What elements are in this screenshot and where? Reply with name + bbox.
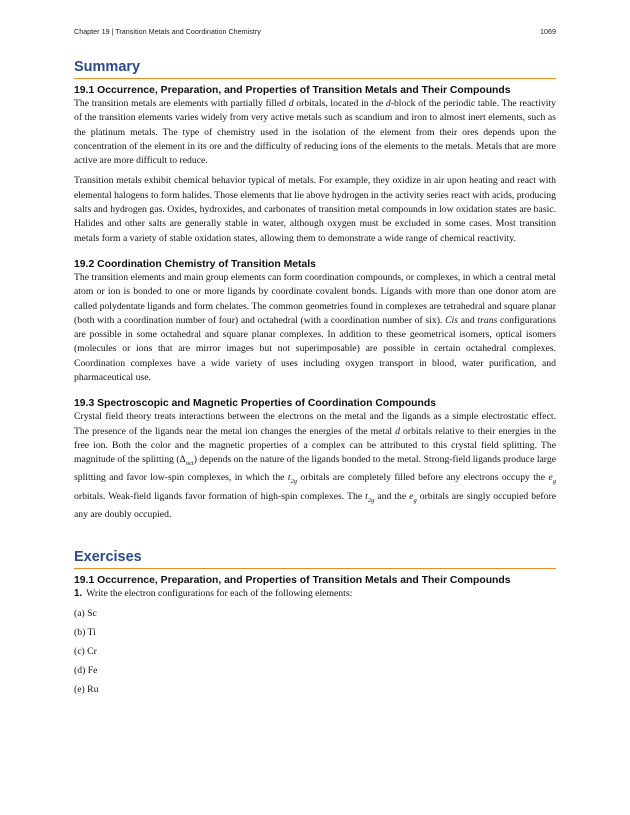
summary-19-1-paragraph-2: Transition metals exhibit chemical behavior typical of metals. For example, they oxidize in air upon heating and react with elemental halogens to form halides. Those elements that lie above hydrogen in the activity series react with acids, producing salts and hydrogen gas. Oxides, hydroxides, and carbonates of transition metal compounds in low oxidation states are basic. Halides and other salts are generally stable in water, although oxygen must be excluded in some cases. Most transition metals form a variety of stable oxidation states, allowing them to demonstrate a wide range of chemical reactivity.: [74, 175, 556, 244]
exercises-subheading-19-1: 19.1 Occurrence, Preparation, and Properties of Transition Metals and Their Compounds: [74, 575, 511, 587]
summary-subheading-19-1: 19.1 Occurrence, Preparation, and Properties of Transition Metals and Their Compounds: [74, 85, 511, 96]
summary-subheading-19-3: 19.3 Spectroscopic and Magnetic Properties of Coordination Compounds: [74, 398, 436, 410]
summary-19-1-paragraph-1: The transition metals are elements with partially filled d orbitals, located in the d-block of the periodic table. The reactivity of the transition elements varies widely from very active metals such as scandium and iron to almost inert elements, such as the platinum metals. The type of chemistry used in the isolation of the element from their ores depends upon the concentration of the element in its ore and the difficulty of reducing ions of the elements to the metals. Metals that are more active are more difficult to reduce.: [74, 98, 556, 167]
summary-subheading-19-2: 19.2 Coordination Chemistry of Transition Metals: [74, 258, 316, 270]
exercise-item-d: (d) Fe: [74, 665, 98, 677]
summary-heading: Summary: [74, 58, 556, 79]
exercise-question-1: [74, 587, 556, 600]
exercise-item-e: (e) Ru: [74, 684, 99, 696]
exercise-prompt: Write the electron configurations for each of the following elements:: [86, 588, 353, 600]
exercise-item-a: (a) Sc: [74, 608, 97, 620]
exercise-item-c: (c) Cr: [74, 646, 97, 658]
page-number: 1069: [540, 27, 556, 36]
exercise-number: 1.: [74, 588, 83, 600]
chapter-title: Chapter 19 | Transition Metals and Coordination Chemistry: [74, 27, 261, 36]
exercises-heading: Exercises: [74, 548, 556, 569]
exercise-item-b: (b) Ti: [74, 627, 96, 639]
summary-19-3-paragraph: Crystal field theory treats interactions between the electrons on the metal and the ligands as a simple electrostatic effect. The presence of the ligands near the metal ion changes the energies of the metal d orbitals relative to their energies in the free ion. Both the color and the magnetic properties of a complex can be attributed to this crystal field splitting. The magnitude of the splitting $(\Delta_{oct})$ depends on the nature of the ligands bonded to the metal. Strong-field ligands produce large splitting and favor low-spin complexes, in which the $t_{2g}$ orbitals are completely filled before any electrons occupy the $e_g$ orbitals. Weak-field ligands favor formation of high-spin complexes. The $t_{2g}$ and the $e_g$ orbitals are singly occupied before any are doubly occupied.: [74, 411, 557, 520]
page-content: [74, 58, 556, 696]
summary-19-2-paragraph: The transition elements and main group elements can form coordination compounds, or complexes, in which a central metal atom or ion is bonded to one or more ligands by coordinate covalent bonds. Ligands with more than one donor atom are called polydentate ligands and form chelates. The common geometries found in complexes are tetrahedral and square planar (both with a coordination number of four) and octahedral (with a coordination number of six). Cis and trans configurations are possible in some octahedral and square planar complexes. In addition to these geometrical isomers, optical isomers (molecules or ions that are mirror images but not superimposable) are possible in certain octahedral complexes. Coordination complexes have a wide variety of uses including oxygen transport in blood, water purification, and pharmaceutical use.: [74, 271, 556, 384]
